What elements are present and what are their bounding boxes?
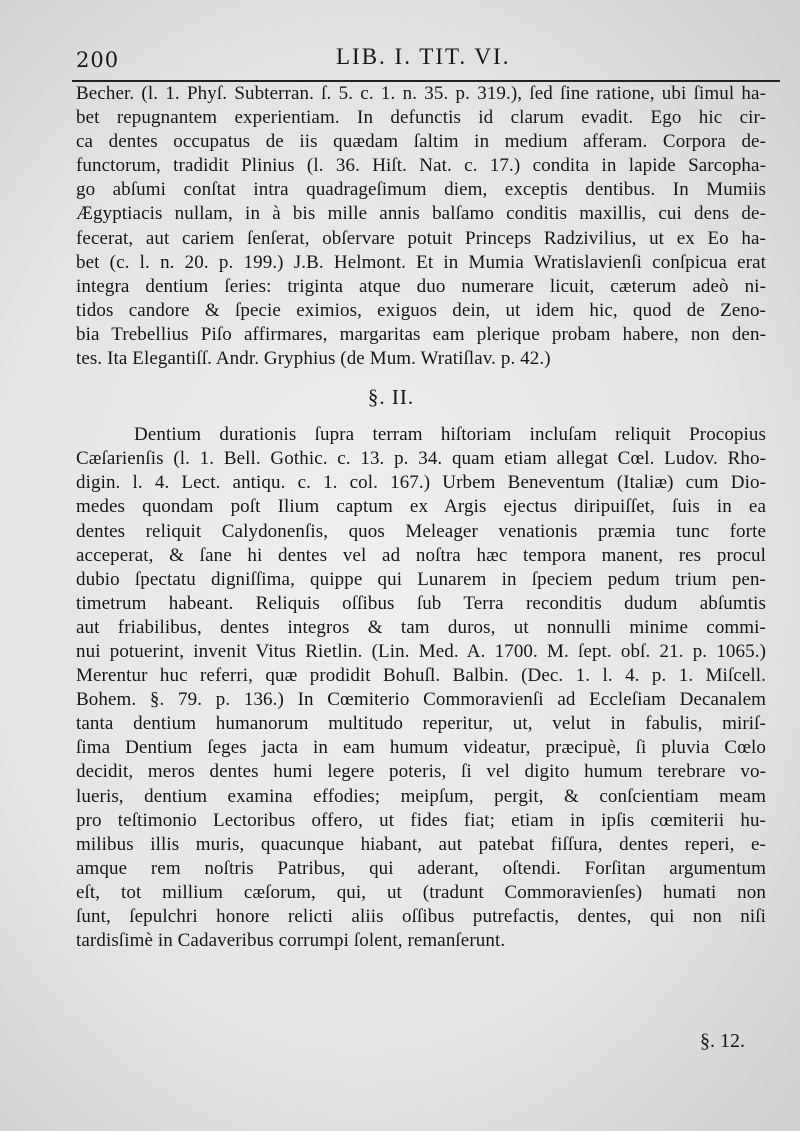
section-heading: §. II. bbox=[367, 385, 415, 410]
text-line: ſima Dentium ſeges jacta in eam humum videatur, præcipuè, ſi pluvia Cœlo bbox=[76, 737, 766, 759]
running-title: LIB. I. TIT. VI. bbox=[336, 44, 511, 69]
paragraph-2 bbox=[76, 423, 766, 953]
text-line: pro teſtimonio Lectoribus offero, ut fides fiat; etiam in ipſis cœmiterii hu- bbox=[76, 809, 766, 831]
text-line: eſt, tot millium cæſorum, qui, ut (tradunt Commoravienſes) humati non bbox=[76, 881, 766, 903]
text-line: bia Trebellius Piſo affirmares, margaritas eam plerique probam habere, non den- bbox=[76, 323, 766, 345]
text-line: go abſumi conſtat intra quadrageſimum diem, exceptis dentibus. In Mumiis bbox=[76, 179, 766, 201]
text-line: decidit, meros dentes humi legere poteris, ſi vel digito humum terebrare vo- bbox=[76, 761, 766, 783]
text-line: tes. Ita Elegantiſſ. Andr. Gryphius (de Mum. Wratiſlav. p. 42.) bbox=[76, 348, 551, 370]
text-line: ſunt, ſepulchri honore relicti aliis oſſibus putrefactis, dentes, qui non niſi bbox=[76, 906, 766, 927]
text-line: acceperat, & ſane hi dentes vel ad noſtra hæc tempora manent, res procul bbox=[76, 544, 766, 566]
text-line: dubio ſpectatu digniſſima, quippe qui Lunarem in ſpeciem pedum trium pen- bbox=[76, 568, 766, 590]
text-line: bet (c. l. n. 20. p. 199.) J.B. Helmont. Et in Mumia Wratislavienſi conſpicua erat bbox=[76, 251, 766, 273]
text-line: bet repugnantem experientiam. In defunctis id clarum evadit. Ego hic cir- bbox=[76, 107, 766, 129]
body-text bbox=[76, 82, 766, 953]
text-line: Becher. (l. 1. Phyſ. Subterran. ſ. 5. c. 1. n. 35. p. 319.), ſed ſine ratione, ubi ſimul ha- bbox=[76, 83, 766, 104]
text-line: fecerat, aut cariem ſenſerat, obſervare potuit Princeps Radzivilius, ut ex Eo ha- bbox=[76, 227, 766, 249]
text-line: nui potuerint, invenit Vitus Rietlin. (Lin. Med. A. 1700. M. ſept. obſ. 21. p. 1065.) bbox=[76, 640, 766, 662]
text-line: tidos candore & ſpecie eximios, exiguos dein, ut idem hic, quod de Zeno- bbox=[76, 299, 766, 321]
text-line: amque rem noſtris Patribus, qui aderant, oſtendi. Forſitan argumentum bbox=[76, 857, 766, 879]
text-line: dentes reliquit Calydonenſis, quos Meleager venationis præmia tunc forte bbox=[76, 520, 766, 542]
text-line: lueris, dentium examina effodies; meipſum, pergit, & conſcientiam meam bbox=[76, 785, 766, 807]
catchword: §. 12. bbox=[700, 1030, 745, 1052]
text-line: functorum, tradidit Plinius (l. 36. Hiſt. Nat. c. 17.) condita in lapide Sarcopha- bbox=[76, 155, 766, 177]
text-line: Ægyptiacis nullam, in à bis mille annis balſamo conditis maxillis, cui dens de- bbox=[76, 203, 766, 225]
paragraph-1 bbox=[76, 82, 766, 371]
text-line: ca dentes occupatus de iis quædam ſaltim in medium afferam. Corpora de- bbox=[76, 131, 766, 153]
page-header bbox=[72, 42, 772, 76]
text-line: milibus illis muris, quacunque hiabant, aut patebat fiſſura, dentes reperi, e- bbox=[76, 833, 766, 855]
text-line: timetrum habeant. Reliquis oſſibus ſub Terra reconditis dudum abſumtis bbox=[76, 592, 766, 614]
text-line: Cæſarienſis (l. 1. Bell. Gothic. c. 13. p. 34. quam etiam allegat Cœl. Ludov. Rho- bbox=[76, 448, 766, 470]
text-line: Dentium durationis ſupra terram hiſtoriam incluſam reliquit Procopius bbox=[134, 424, 766, 446]
text-line: tanta dentium humanorum multitudo reperitur, ut, velut in fabulis, miriſ- bbox=[76, 713, 766, 735]
text-line: aut friabilibus, dentes integros & tam duros, ut nonnulli minime commi- bbox=[76, 616, 766, 638]
text-line: tardisſimè in Cadaveribus corrumpi ſolent, remanſerunt. bbox=[76, 930, 506, 952]
text-line: integra dentium ſeries: triginta atque duo numerare licuit, cæterum adeò ni- bbox=[76, 275, 766, 297]
text-line: Bohem. §. 79. p. 136.) In Cœmiterio Commoravienſi ad Eccleſiam Decanalem bbox=[76, 689, 766, 711]
page-number: 200 bbox=[76, 48, 120, 72]
text-line: medes quondam poſt Ilium captum ex Argis ejectus diripuiſſet, ſuis in ea bbox=[76, 496, 766, 518]
text-line: digin. l. 4. Lect. antiqu. c. 1. col. 167.) Urbem Beneventum (Italiæ) cum Dio- bbox=[76, 472, 766, 494]
text-line: Merentur huc referri, quæ prodidit Bohuſl. Balbin. (Dec. 1. l. 4. p. 1. Miſcell. bbox=[76, 665, 766, 687]
